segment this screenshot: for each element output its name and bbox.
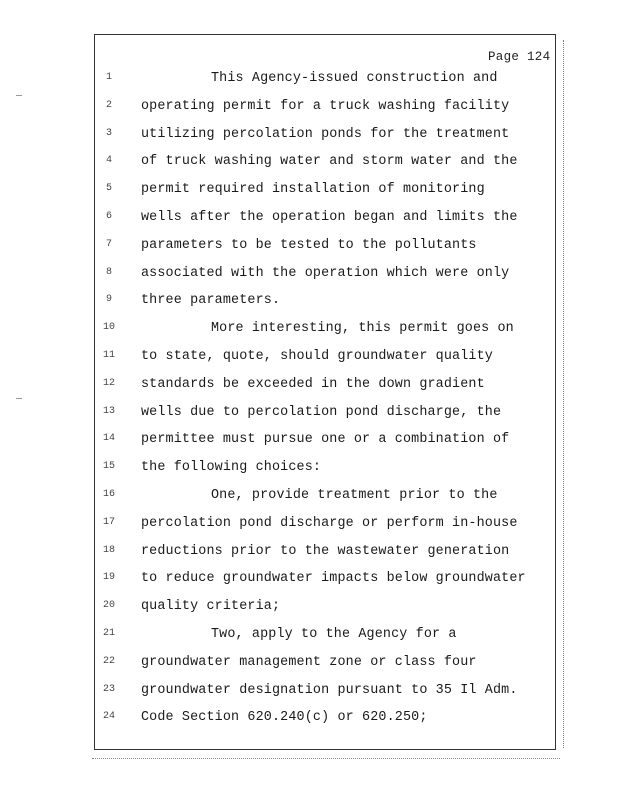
line-text: permit required installation of monitoring — [141, 182, 485, 198]
line-text: parameters to be tested to the pollutants — [141, 237, 477, 253]
line-text: More interesting, this permit goes on — [211, 321, 514, 337]
line-number: 14 — [102, 433, 115, 445]
transcript-line — [0, 517, 560, 537]
line-number: 8 — [105, 266, 112, 278]
line-text: the following choices: — [141, 460, 322, 476]
page-number: Page 124 — [488, 50, 551, 64]
transcript-line — [0, 155, 560, 175]
line-text: reductions prior to the wastewater generation — [141, 543, 510, 559]
transcript-line — [0, 128, 560, 148]
transcript-line — [0, 211, 560, 231]
line-number: 7 — [105, 238, 112, 250]
line-text: quality criteria; — [141, 599, 281, 615]
transcript-line — [0, 72, 560, 92]
line-number: 20 — [102, 600, 115, 612]
transcript-line — [0, 489, 560, 509]
transcript-line — [0, 711, 560, 731]
line-number: 13 — [102, 405, 115, 417]
line-number: 11 — [102, 350, 115, 361]
line-number: 23 — [102, 683, 115, 695]
line-number: 24 — [102, 711, 115, 723]
line-number: 4 — [105, 155, 112, 167]
line-text: percolation pond discharge or perform in-house — [141, 515, 518, 531]
line-text: associated with the operation which were only — [141, 265, 510, 281]
transcript-line — [0, 572, 560, 592]
line-text: three parameters. — [141, 293, 281, 309]
transcript-line — [0, 100, 560, 120]
transcript-line — [0, 294, 560, 314]
line-text: groundwater management zone or class four — [141, 654, 477, 670]
line-number: 21 — [102, 628, 115, 639]
line-text: of truck washing water and storm water and the — [141, 154, 518, 170]
line-number: 3 — [105, 127, 112, 139]
line-text: wells after the operation began and limits the — [141, 210, 518, 225]
line-text: groundwater designation pursuant to 35 Il Adm. — [141, 682, 518, 698]
line-number: 16 — [102, 489, 115, 500]
binding-mark — [16, 398, 22, 399]
transcript-line — [0, 628, 560, 648]
line-text: to reduce groundwater impacts below groundwater — [141, 571, 526, 587]
transcript-line — [0, 406, 560, 426]
line-number: 19 — [102, 572, 115, 584]
line-number: 10 — [102, 322, 115, 334]
transcript-line — [0, 433, 560, 453]
transcript-line — [0, 322, 560, 342]
transcript-line — [0, 183, 560, 203]
line-number: 22 — [102, 655, 115, 667]
transcript-line — [0, 600, 560, 620]
line-number: 15 — [102, 461, 115, 473]
transcript-line — [0, 350, 560, 370]
line-text: One, provide treatment prior to the — [211, 488, 498, 503]
transcript-line — [0, 545, 560, 565]
bottom-margin-rule — [92, 758, 560, 759]
line-text: to state, quote, should groundwater quality — [141, 349, 493, 364]
line-text: standards be exceeded in the down gradient — [141, 376, 485, 392]
line-number: 18 — [102, 544, 115, 556]
transcript-line — [0, 656, 560, 676]
right-margin-rule — [563, 40, 564, 748]
line-text: operating permit for a truck washing facility — [141, 98, 510, 114]
transcript-line — [0, 239, 560, 259]
line-text: This Agency-issued construction and — [211, 71, 498, 86]
binding-mark — [16, 95, 22, 96]
line-number: 12 — [102, 377, 115, 389]
transcript-line — [0, 461, 560, 481]
line-text: permittee must pursue one or a combination of — [141, 432, 510, 448]
line-text: utilizing percolation ponds for the treatment — [141, 126, 510, 142]
line-number: 2 — [105, 99, 112, 111]
line-text: wells due to percolation pond discharge, the — [141, 404, 502, 420]
transcript-line — [0, 684, 560, 704]
line-number: 9 — [105, 294, 112, 306]
line-number: 17 — [102, 516, 115, 528]
transcript-line — [0, 267, 560, 287]
line-text: Code Section 620.240(c) or 620.250; — [141, 710, 428, 726]
line-number: 5 — [105, 183, 112, 195]
line-text: Two, apply to the Agency for a — [211, 627, 457, 642]
transcript-line — [0, 378, 560, 398]
line-number: 6 — [105, 211, 112, 222]
line-number: 1 — [105, 72, 112, 83]
